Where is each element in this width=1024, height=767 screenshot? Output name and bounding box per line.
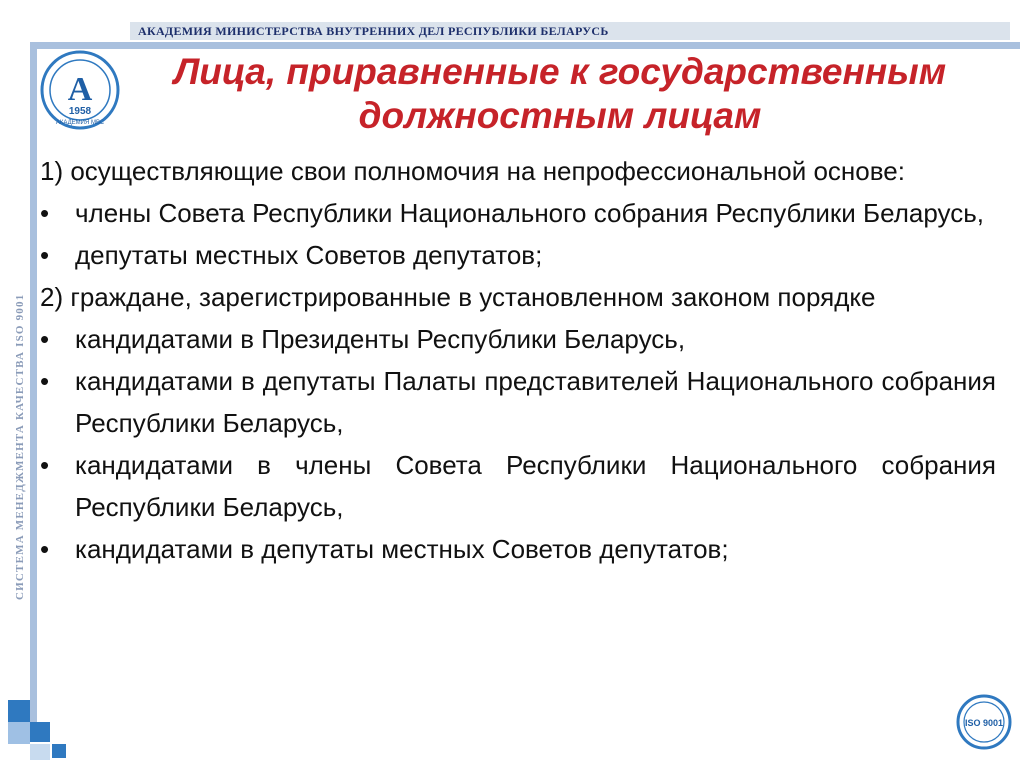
list-item [40, 444, 996, 528]
decor-square [30, 722, 50, 742]
decor-square [52, 744, 66, 758]
decor-square [8, 700, 30, 722]
slide-title-text: Лица, приравненные к государственным должностным лицам [173, 51, 947, 136]
decor-square [30, 744, 50, 760]
side-caption: СИСТЕМА МЕНЕДЖМЕНТА КАЧЕСТВА ISO 9001 [14, 293, 26, 600]
bullet-dot: • [40, 324, 50, 354]
bullet-text: депутаты местных Советов депутатов; [75, 240, 543, 270]
slide-content [40, 150, 996, 570]
iso-badge-text: ISO 9001 [964, 718, 1004, 728]
list-item [40, 234, 996, 276]
bullet-dot: • [40, 366, 50, 396]
item1-intro: 1) осуществляющие свои полномочия на непрофессиональной основе: [40, 156, 905, 186]
item2-intro: 2) граждане, зарегистрированные в установленном законом порядке [40, 282, 876, 312]
decor-square [8, 722, 30, 744]
list-item [40, 528, 996, 570]
slide-title [120, 50, 1000, 138]
logo-year: 1958 [68, 106, 92, 117]
list-item [40, 360, 996, 444]
bullet-dot: • [40, 450, 50, 480]
bullet-text: кандидатами в Президенты Республики Беларусь, [75, 324, 686, 354]
bullet-text: члены Совета Республики Национального собрания Республики Беларусь, [75, 198, 984, 228]
list-item [40, 192, 996, 234]
bullet-text: кандидатами в депутаты Палаты представителей Национального собрания Республики Беларусь, [75, 366, 996, 438]
bullet-text: кандидатами в депутаты местных Советов депутатов; [75, 534, 729, 564]
frame-left-border [30, 42, 37, 732]
iso-badge-icon [956, 694, 1012, 750]
logo-letter: A [67, 71, 93, 108]
bullet-text: кандидатами в члены Совета Республики Национального собрания Республики Беларусь, [75, 450, 996, 522]
header-bar [130, 22, 1010, 40]
list-item [40, 318, 996, 360]
logo-caption: АКАДЕМИЯ МВС [55, 120, 105, 126]
academy-logo [38, 48, 122, 132]
frame-top-border [30, 42, 1020, 49]
organization-name: АКАДЕМИЯ МИНИСТЕРСТВА ВНУТРЕННИХ ДЕЛ РЕСПУБЛИКИ БЕЛАРУСЬ [138, 24, 609, 38]
bullet-dot: • [40, 198, 50, 228]
bullet-dot: • [40, 240, 50, 270]
bullet-dot: • [40, 534, 50, 564]
